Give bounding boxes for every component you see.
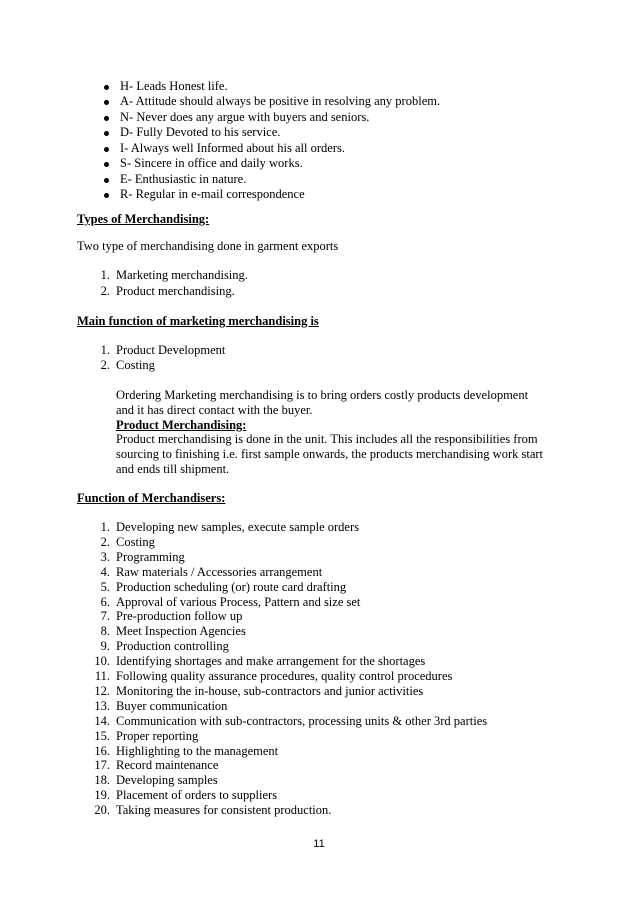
list-number: 2. [100,284,110,298]
list-number: 16. [94,744,110,758]
bullet-icon [104,162,109,167]
product-paragraph-line: Product merchandising is done in the unit. This includes all the responsibilities from [116,432,538,446]
list-number: 7. [100,609,110,623]
list-number: 19. [94,788,110,802]
list-item: Record maintenance [116,758,219,772]
list-number: 13. [94,699,110,713]
list-number: 3. [100,550,110,564]
list-item: Identifying shortages and make arrangement for the shortages [116,654,426,668]
list-item: A- Attitude should always be positive in resolving any problem. [120,94,441,108]
list-number: 5. [100,580,110,594]
list-number: 9. [100,639,110,653]
list-item: Developing new samples, execute sample orders [116,520,359,534]
marketing-paragraph-line: and it has direct contact with the buyer. [116,403,313,417]
list-number: 1. [100,520,110,534]
list-item: Pre-production follow up [116,609,243,623]
marketing-heading: Main function of marketing merchandising is [77,314,319,328]
list-item: Costing [116,535,155,549]
list-item: S- Sincere in office and daily works. [120,156,303,170]
list-number: 18. [94,773,110,787]
product-paragraph-line: and ends till shipment. [116,462,230,476]
list-number: 6. [100,595,110,609]
bullet-icon [104,100,109,105]
list-item: Buyer communication [116,699,228,713]
list-number: 20. [94,803,110,817]
list-number: 1. [100,343,110,357]
bullet-icon [104,178,109,183]
list-number: 2. [100,358,110,372]
list-number: 14. [94,714,110,728]
list-item: Placement of orders to suppliers [116,788,278,802]
list-item: Approval of various Process, Pattern and size set [116,595,361,609]
list-item: Production controlling [116,639,229,653]
list-item: Raw materials / Accessories arrangement [116,565,323,579]
bullet-icon [104,131,109,136]
list-item: Meet Inspection Agencies [116,624,246,638]
functions-heading: Function of Merchandisers: [77,491,226,505]
list-number: 10. [94,654,110,668]
list-item: Following quality assurance procedures, quality control procedures [116,669,453,683]
list-number: 15. [94,729,110,743]
types-intro: Two type of merchandising done in garment exports [77,239,339,253]
list-item: Taking measures for consistent production. [116,803,332,817]
list-number: 4. [100,565,110,579]
list-number: 8. [100,624,110,638]
list-item: N- Never does any argue with buyers and seniors. [120,110,370,124]
list-item: Proper reporting [116,729,199,743]
product-merchandising-heading: Product Merchandising: [116,418,247,432]
list-item: Monitoring the in-house, sub-contractors and junior activities [116,684,424,698]
list-item: Marketing merchandising. [116,268,248,282]
list-item: Production scheduling (or) route card drafting [116,580,347,594]
list-item: I- Always well Informed about his all orders. [120,141,345,155]
bullet-icon [104,116,109,121]
list-item: Product Development [116,343,226,357]
list-number: 17. [94,758,110,772]
types-heading: Types of Merchandising: [77,212,210,226]
list-item: E- Enthusiastic in nature. [120,172,247,186]
list-number: 2. [100,535,110,549]
list-item: Product merchandising. [116,284,235,298]
list-item: Developing samples [116,773,218,787]
list-item: Costing [116,358,155,372]
list-item: H- Leads Honest life. [120,79,228,93]
product-paragraph-line: sourcing to finishing i.e. first sample onwards, the products merchandising work start [116,447,544,461]
list-item: R- Regular in e-mail correspondence [120,187,305,201]
list-number: 11. [94,669,110,683]
list-item: D- Fully Devoted to his service. [120,125,281,139]
list-item: Programming [116,550,185,564]
bullet-icon [104,85,109,90]
list-item: Communication with sub-contractors, processing units & other 3rd parties [116,714,488,728]
marketing-paragraph-line: Ordering Marketing merchandising is to bring orders costly products development [116,388,529,402]
page-number: 11 [313,838,325,850]
list-item: Highlighting to the management [116,744,279,758]
list-number: 1. [100,268,110,282]
list-number: 12. [94,684,110,698]
bullet-icon [104,193,109,198]
bullet-icon [104,147,109,152]
